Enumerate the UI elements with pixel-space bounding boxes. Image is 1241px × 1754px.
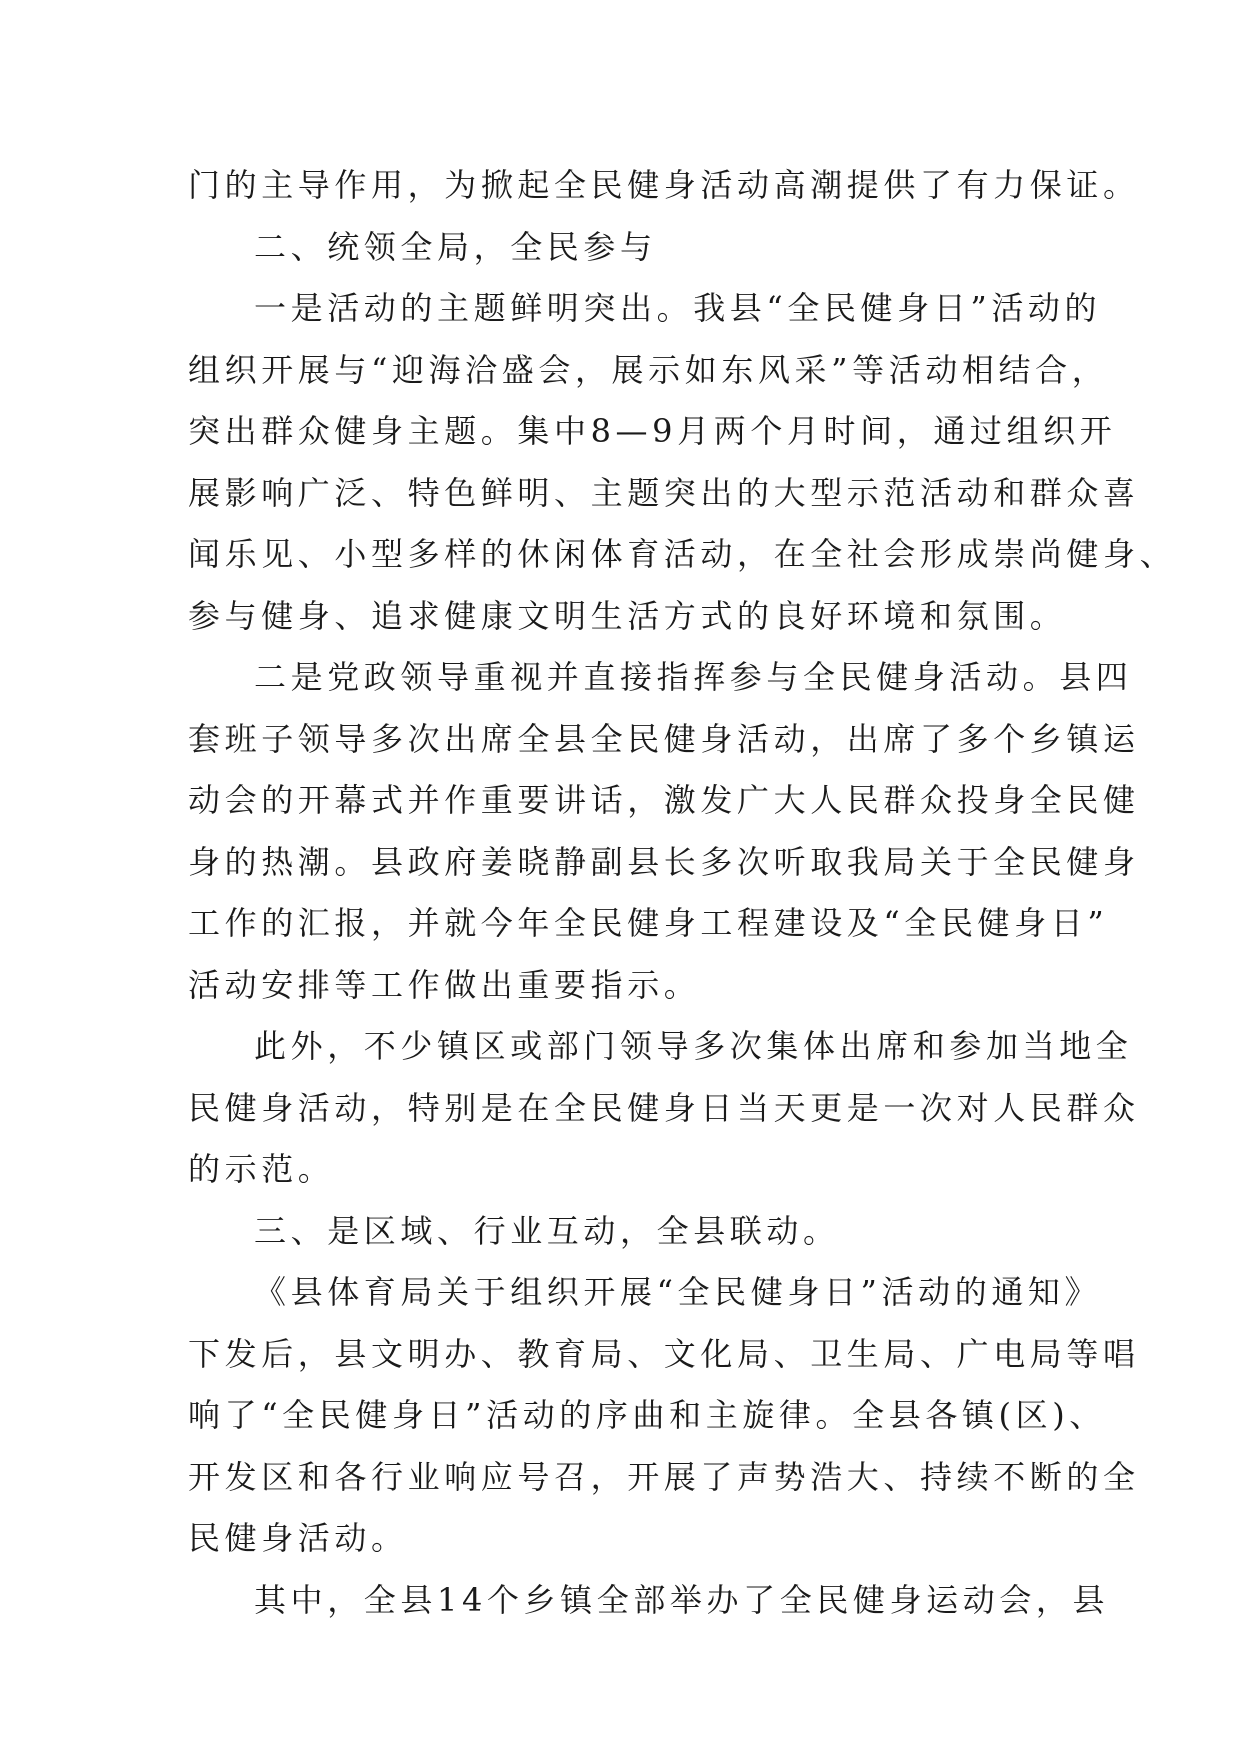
paragraph-line: 二是党政领导重视并直接指挥参与全民健身活动。县四 [254,658,1133,696]
section-heading: 三、是区域、行业互动，全县联动。 [254,1211,840,1250]
text-line: 闻乐见、小型多样的休闲体育活动，在全社会形成崇尚健身、 [188,535,1177,573]
document-page [188,155,1177,1631]
text-line: 下发后，县文明办、教育局、文化局、卫生局、广电局等唱 [188,1334,1140,1373]
text-line: 参与健身、追求健康文明生活方式的良好环境和氛围。 [188,596,1067,635]
text-line: 突出群众健身主题。集中8—9月两个月时间，通过组织开 [188,412,1117,450]
text-line: 的示范。 [188,1150,335,1188]
text-line: 民健身活动，特别是在全民健身日当天更是一次对人民群众 [188,1088,1140,1127]
text-line: 开发区和各行业响应号召，开展了声势浩大、持续不断的全 [188,1457,1140,1496]
text-line: 响了“全民健身日”活动的序曲和主旋律。全县各镇(区)、 [188,1396,1106,1434]
text-line: 活动安排等工作做出重要指示。 [188,965,701,1004]
text-line: 组织开展与“迎海洽盛会，展示如东风采”等活动相结合， [188,350,1109,389]
paragraph-line: 《县体育局关于组织开展“全民健身日”活动的通知》 [254,1273,1102,1311]
text-line: 民健身活动。 [188,1519,408,1557]
text-line: 身的热潮。县政府姜晓静副县长多次听取我局关于全民健身 [188,842,1140,881]
text-line: 套班子领导多次出席全县全民健身活动，出席了多个乡镇运 [188,719,1140,758]
text-line: 工作的汇报，并就今年全民健身工程建设及“全民健身日” [188,904,1109,942]
text-line: 动会的开幕式并作重要讲话，激发广大人民群众投身全民健 [188,781,1140,819]
text-line: 门的主导作用，为掀起全民健身活动高潮提供了有力保证。 [188,166,1140,204]
section-heading: 二、统领全局，全民参与 [254,227,657,266]
paragraph-line: 此外，不少镇区或部门领导多次集体出席和参加当地全 [254,1027,1133,1065]
paragraph-line: 其中，全县14个乡镇全部举办了全民健身运动会，县 [254,1580,1110,1619]
paragraph-line: 一是活动的主题鲜明突出。我县“全民健身日”活动的 [254,289,1102,327]
text-line: 展影响广泛、特色鲜明、主题突出的大型示范活动和群众喜 [188,473,1140,512]
